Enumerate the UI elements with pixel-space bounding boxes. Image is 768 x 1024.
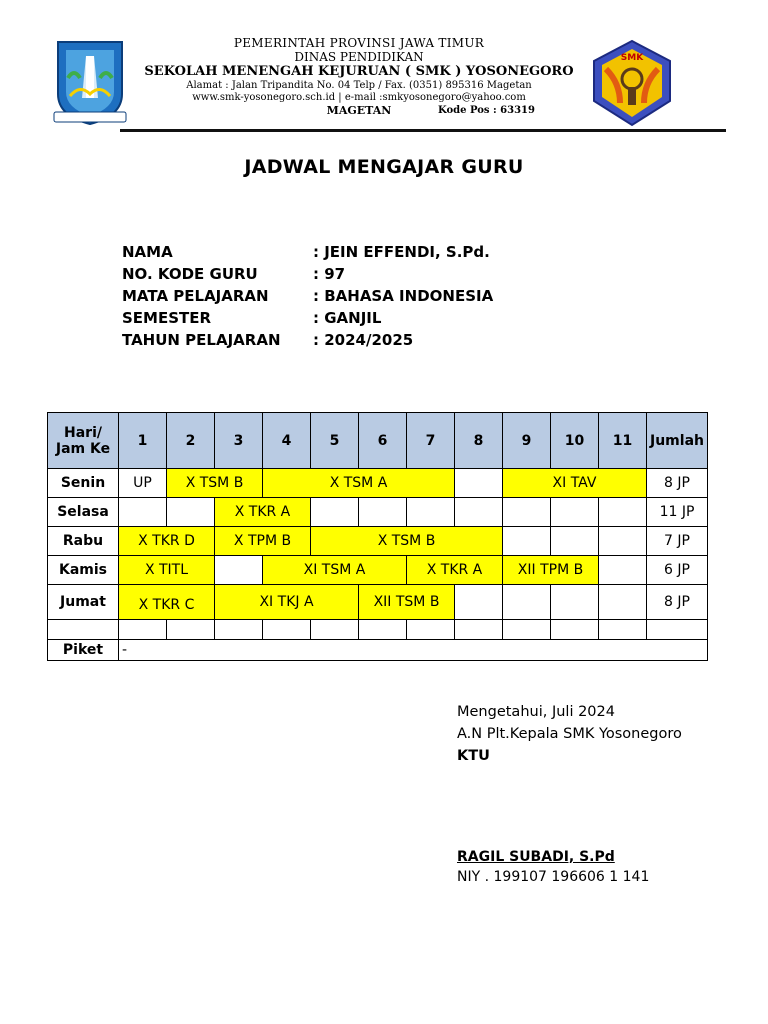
header-period: 11 [599, 413, 647, 469]
signature-block [457, 701, 682, 767]
info-value: : 97 [313, 265, 346, 283]
empty-cell [311, 620, 359, 640]
signature-role: KTU [457, 748, 490, 764]
table-row [48, 585, 708, 620]
empty-cell [551, 498, 599, 527]
empty-cell [455, 620, 503, 640]
total-cell: 6 JP [647, 556, 708, 585]
info-label: NO. KODE GURU [122, 265, 258, 283]
letterhead [52, 36, 676, 134]
header-period: 9 [503, 413, 551, 469]
info-label: MATA PELAJARAN [122, 287, 269, 305]
empty-cell [503, 585, 551, 620]
header-period: 4 [263, 413, 311, 469]
signature-on-behalf: A.N Plt.Kepala SMK Yosonegoro [457, 726, 682, 742]
empty-cell [407, 620, 455, 640]
letterhead-divider [120, 129, 726, 132]
signature-niy: NIY . 199107 196606 1 141 [457, 869, 650, 885]
empty-cell [359, 620, 407, 640]
empty-cell [503, 620, 551, 640]
empty-cell [215, 556, 263, 585]
header-period: 5 [311, 413, 359, 469]
table-row [48, 469, 708, 498]
slot-cell: XII TPM B [503, 556, 599, 585]
empty-cell [647, 620, 708, 640]
slot-cell: XI TKJ A [215, 585, 359, 620]
header-period: 10 [551, 413, 599, 469]
empty-cell [599, 556, 647, 585]
government-name: PEMERINTAH PROVINSI JAWA TIMUR [233, 36, 485, 50]
header-period: 3 [215, 413, 263, 469]
postal-code: Kode Pos : 63319 [438, 105, 535, 116]
empty-cell [119, 620, 167, 640]
empty-cell [599, 527, 647, 556]
total-cell: 8 JP [647, 585, 708, 620]
city-line [132, 104, 586, 118]
header-period: 1 [119, 413, 167, 469]
table-row-empty [48, 620, 708, 640]
piket-label: Piket [48, 640, 119, 661]
empty-cell [359, 498, 407, 527]
header-period: 2 [167, 413, 215, 469]
empty-cell [551, 585, 599, 620]
empty-cell [455, 498, 503, 527]
info-label: TAHUN PELAJARAN [122, 331, 281, 349]
slot-cell: XI TSM A [263, 556, 407, 585]
signature-name: RAGIL SUBADI, S.Pd [457, 849, 615, 865]
total-cell: 7 JP [647, 527, 708, 556]
school-name: SEKOLAH MENENGAH KEJURUAN ( SMK ) YOSONEGORO [144, 64, 574, 79]
empty-cell [311, 498, 359, 527]
slot-cell: XI TAV [503, 469, 647, 498]
schedule-table [47, 412, 708, 661]
header-day [48, 413, 119, 469]
header-period: 6 [359, 413, 407, 469]
empty-cell [48, 620, 119, 640]
header-total: Jumlah [647, 413, 708, 469]
info-value: : JEIN EFFENDI, S.Pd. [313, 243, 490, 261]
school-web-email: www.smk-yosonegoro.sch.id | e-mail :smkyosonegoro@yahoo.com [192, 92, 526, 103]
slot-cell: X TPM B [215, 527, 311, 556]
header-day-line1: Hari/ [64, 424, 102, 441]
empty-cell [119, 498, 167, 527]
emblem-text: SMK [620, 53, 644, 63]
empty-cell [503, 527, 551, 556]
slot-cell: X TKR D [119, 527, 215, 556]
slot-cell: X TKR A [407, 556, 503, 585]
info-value: : GANJIL [313, 309, 382, 327]
header-day-line2: Jam Ke [55, 440, 111, 457]
header-period: 7 [407, 413, 455, 469]
slot-cell: X TKR C [119, 585, 215, 620]
slot-cell: X TSM A [263, 469, 455, 498]
header-period: 8 [455, 413, 503, 469]
school-emblem-icon [590, 39, 674, 127]
slot-cell: X TSM B [167, 469, 263, 498]
slot-cell: X TITL [119, 556, 215, 585]
day-cell: Rabu [48, 527, 119, 556]
table-row-piket [48, 640, 708, 661]
total-cell: 11 JP [647, 498, 708, 527]
school-address: Alamat : Jalan Tripandita No. 04 Telp / Fax. (0351) 895316 Magetan [186, 80, 532, 91]
slot-cell: UP [119, 469, 167, 498]
info-value: : 2024/2025 [313, 331, 414, 349]
day-cell: Selasa [48, 498, 119, 527]
day-cell: Jumat [48, 585, 119, 620]
piket-value: - [119, 640, 708, 661]
letterhead-text [132, 36, 586, 118]
empty-cell [455, 585, 503, 620]
table-row [48, 556, 708, 585]
signature-acknowledged: Mengetahui, Juli 2024 [457, 704, 615, 720]
day-cell: Kamis [48, 556, 119, 585]
empty-cell [215, 620, 263, 640]
info-label: SEMESTER [122, 309, 212, 327]
provincial-emblem-icon [52, 38, 128, 126]
total-cell: 8 JP [647, 469, 708, 498]
info-value: : BAHASA INDONESIA [313, 287, 494, 305]
table-row [48, 527, 708, 556]
slot-cell: X TSM B [311, 527, 503, 556]
table-header-row [48, 413, 708, 469]
slot-cell: XII TSM B [359, 585, 455, 620]
empty-cell [551, 527, 599, 556]
empty-cell [599, 585, 647, 620]
empty-cell [599, 620, 647, 640]
day-cell: Senin [48, 469, 119, 498]
empty-cell [455, 469, 503, 498]
slot-cell: X TKR A [215, 498, 311, 527]
empty-cell [407, 498, 455, 527]
document-title: JADWAL MENGAJAR GURU [244, 156, 524, 178]
empty-cell [167, 498, 215, 527]
empty-cell [599, 498, 647, 527]
empty-cell [503, 498, 551, 527]
table-row [48, 498, 708, 527]
empty-cell [551, 620, 599, 640]
city-name: MAGETAN [326, 104, 392, 117]
empty-cell [263, 620, 311, 640]
empty-cell [167, 620, 215, 640]
info-label: NAMA [122, 243, 173, 261]
department-name: DINAS PENDIDIKAN [294, 50, 424, 64]
